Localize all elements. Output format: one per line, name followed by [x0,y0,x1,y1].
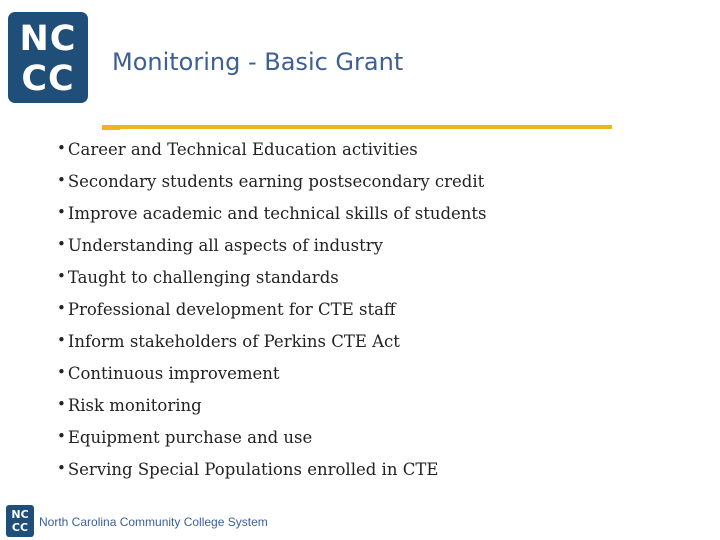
bullet-item [57,134,487,166]
title-underline-divider [102,125,612,129]
nccc-logo [8,12,88,103]
bullet-dot: • [57,171,66,189]
footer-logo-text-line1: NC [11,508,29,521]
bullet-dot: • [57,395,66,413]
bullet-text: Continuous improvement [67,364,280,383]
bullet-text: Professional development for CTE staff [67,300,396,319]
bullet-dot: • [57,459,66,477]
bullet-dot: • [57,299,66,317]
bullet-text: Improve academic and technical skills of students [67,204,487,223]
bullet-dot: • [57,139,66,157]
bullet-text: Risk monitoring [67,396,202,415]
bullet-text: Equipment purchase and use [67,428,313,447]
bullet-list [57,134,487,486]
bullet-item [57,454,487,486]
bullet-item [57,358,487,390]
bullet-item [57,198,487,230]
bullet-item [57,262,487,294]
bullet-item [57,326,487,358]
bullet-dot: • [57,363,66,381]
logo-text-line2: CC [21,59,75,99]
bullet-item [57,294,487,326]
slide-title: Monitoring - Basic Grant [112,48,404,76]
bullet-item [57,390,487,422]
bullet-item [57,230,487,262]
bullet-dot: • [57,427,66,445]
logo-text-line1: NC [19,19,77,59]
bullet-text: Inform stakeholders of Perkins CTE Act [67,332,400,351]
bullet-dot: • [57,235,66,253]
bullet-dot: • [57,331,66,349]
bullet-item [57,166,487,198]
bullet-text: Secondary students earning postsecondary credit [67,172,485,191]
footer-nccc-logo [6,505,34,537]
footer-logo-text-line2: CC [11,521,29,534]
bullet-text: Career and Technical Education activities [67,140,418,159]
footer-organization-name: North Carolina Community College System [39,515,268,529]
bullet-text: Taught to challenging standards [67,268,339,287]
bullet-text: Understanding all aspects of industry [67,236,383,255]
bullet-item [57,422,487,454]
bullet-dot: • [57,267,66,285]
bullet-text: Serving Special Populations enrolled in CTE [67,460,439,479]
bullet-dot: • [57,203,66,221]
